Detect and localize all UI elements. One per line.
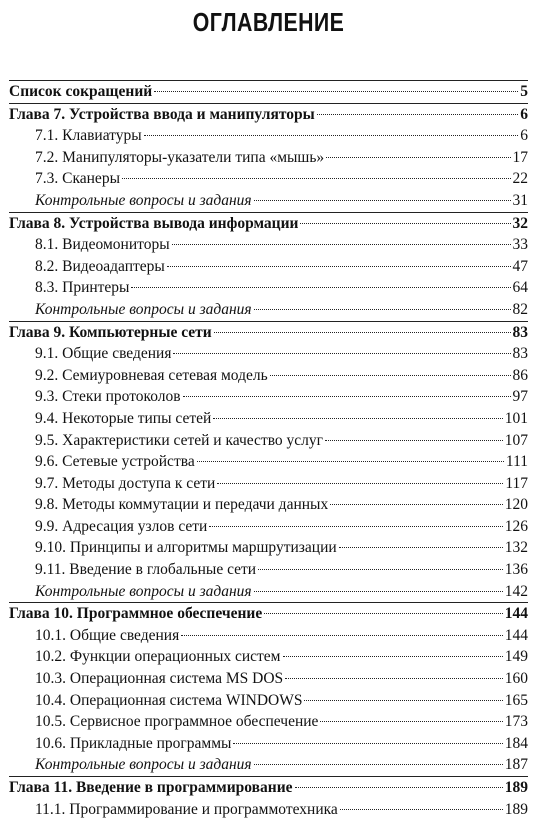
toc-questions-entry <box>9 299 528 321</box>
toc-entry-page-number: 144 <box>504 605 528 623</box>
toc-section-entry <box>9 625 528 647</box>
dot-leader <box>122 178 511 179</box>
toc-entry-page-number: 117 <box>505 474 528 492</box>
dot-leader <box>173 353 510 354</box>
toc-entry-page-number: 31 <box>512 191 528 209</box>
toc-entry-page-number: 160 <box>504 670 528 688</box>
toc-entry-page-number: 136 <box>504 561 528 579</box>
toc-chapter-entry <box>9 602 528 625</box>
toc-entry-label: 7.3. Сканеры <box>35 170 120 188</box>
toc-section-entry <box>9 451 528 473</box>
toc-entry-label: 9.6. Сетевые устройства <box>35 453 195 471</box>
toc-section-entry <box>9 799 528 820</box>
toc-entry-page-number: 6 <box>520 105 528 123</box>
dot-leader <box>330 504 503 505</box>
toc-entry-page-number: 111 <box>505 453 528 471</box>
toc-section-entry <box>9 408 528 430</box>
toc-entry-page-number: 97 <box>512 388 528 406</box>
page-title: ОГЛАВЛЕНИЕ <box>192 7 345 37</box>
toc-entry-page-number: 187 <box>504 756 528 774</box>
toc-entry-label: 9.5. Характеристики сетей и качество услуг <box>35 431 324 449</box>
toc-entry-label: Контрольные вопросы и задания <box>35 300 252 318</box>
toc-entry-label: 9.10. Принципы и алгоритмы маршрутизации <box>35 539 337 557</box>
toc-entry-label: 7.2. Манипуляторы-указатели типа «мышь» <box>35 148 325 166</box>
toc-section-entry <box>9 125 528 147</box>
toc-section-entry <box>9 343 528 365</box>
toc-entry-label: 8.2. Видеоадаптеры <box>35 257 165 275</box>
toc-entry-label: 7.1. Клавиатуры <box>35 127 142 145</box>
toc-chapter-entry <box>9 103 528 126</box>
toc-entry-page-number: 83 <box>512 323 528 341</box>
toc-section-entry <box>9 473 528 495</box>
dot-leader <box>197 461 504 462</box>
toc-section-entry <box>9 668 528 690</box>
toc-section-entry <box>9 559 528 581</box>
dot-leader <box>304 700 502 701</box>
dot-leader <box>320 721 502 722</box>
dot-leader <box>217 483 503 484</box>
toc-entry-label: 9.3. Стеки протоколов <box>35 388 181 406</box>
toc-entry-page-number: 189 <box>504 800 528 818</box>
toc-entry-label: 9.7. Методы доступа к сети <box>35 474 216 492</box>
toc-entry-label: 9.4. Некоторые типы сетей <box>35 409 212 427</box>
toc-entry-label: Глава 7. Устройства ввода и манипуляторы <box>9 105 315 123</box>
toc-entry-page-number: 17 <box>512 148 528 166</box>
dot-leader <box>209 526 502 527</box>
dot-leader <box>254 764 503 765</box>
toc-entry-label: 8.3. Принтеры <box>35 279 130 297</box>
toc-section-entry <box>9 168 528 190</box>
toc-section-entry <box>9 256 528 278</box>
toc-entry-label: Глава 9. Компьютерные сети <box>9 323 212 341</box>
dot-leader <box>258 569 503 570</box>
toc-section-entry <box>9 646 528 668</box>
toc-questions-entry <box>9 190 528 212</box>
toc-section-entry <box>9 365 528 387</box>
toc-entry-label: 10.2. Функции операционных систем <box>35 648 281 666</box>
toc-entry-label: 9.9. Адресация узлов сети <box>35 517 208 535</box>
toc-entry-label: Контрольные вопросы и задания <box>35 191 252 209</box>
toc-entry-page-number: 107 <box>504 431 528 449</box>
toc-entry-label: Глава 8. Устройства вывода информации <box>9 214 299 232</box>
toc-entry-label: Контрольные вопросы и задания <box>35 756 252 774</box>
toc-entry-page-number: 5 <box>520 83 528 100</box>
toc-section-entry <box>9 430 528 452</box>
dot-leader <box>283 656 503 657</box>
dot-leader <box>213 418 502 419</box>
dot-leader <box>233 743 502 744</box>
toc-chapter-entry <box>9 80 528 103</box>
toc-section-entry <box>9 733 528 755</box>
dot-leader <box>254 309 511 310</box>
toc-entry-page-number: 184 <box>504 734 528 752</box>
dot-leader <box>154 91 518 92</box>
toc-section-entry <box>9 494 528 516</box>
dot-leader <box>144 135 519 136</box>
dot-leader <box>300 223 510 224</box>
toc-entry-page-number: 6 <box>520 127 528 145</box>
toc-section-entry <box>9 537 528 559</box>
toc-chapter-entry <box>9 776 528 799</box>
dot-leader <box>254 200 511 201</box>
toc-entry-label: 10.1. Общие сведения <box>35 626 180 644</box>
toc-entry-page-number: 189 <box>504 779 528 796</box>
toc-entry-page-number: 32 <box>512 214 528 232</box>
toc-entry-page-number: 47 <box>512 257 528 275</box>
toc-entry-page-number: 132 <box>504 539 528 557</box>
toc-entry-page-number: 83 <box>512 345 528 363</box>
dot-leader <box>214 332 511 333</box>
toc-entry-label: 9.2. Семиуровневая сетевая модель <box>35 366 268 384</box>
toc-entry-page-number: 33 <box>512 236 528 254</box>
dot-leader <box>339 547 503 548</box>
toc-entry-label: 9.8. Методы коммутации и передачи данных <box>35 496 329 514</box>
toc-section-entry <box>9 516 528 538</box>
dot-leader <box>325 440 503 441</box>
toc-entry-page-number: 22 <box>512 170 528 188</box>
dot-leader <box>131 287 510 288</box>
toc-chapter-entry <box>9 321 528 344</box>
dot-leader <box>270 375 511 376</box>
toc-entry-page-number: 86 <box>512 366 528 384</box>
toc-entry-page-number: 142 <box>504 582 528 600</box>
toc-entry-label: 9.1. Общие сведения <box>35 345 172 363</box>
toc-entry-label: 9.11. Введение в глобальные сети <box>35 561 257 579</box>
dot-leader <box>264 613 503 614</box>
toc-entry-label: 10.5. Сервисное программное обеспечение <box>35 713 319 731</box>
toc-section-entry <box>9 277 528 299</box>
dot-leader <box>295 787 503 788</box>
toc-section-entry <box>9 147 528 169</box>
toc-section-entry <box>9 711 528 733</box>
toc-entry-page-number: 149 <box>504 648 528 666</box>
toc-entry-page-number: 126 <box>504 517 528 535</box>
toc-entry-page-number: 165 <box>504 691 528 709</box>
dot-leader <box>317 114 518 115</box>
dot-leader <box>167 266 511 267</box>
dot-leader <box>183 396 511 397</box>
toc-entry-label: 10.6. Прикладные программы <box>35 734 232 752</box>
dot-leader <box>340 809 503 810</box>
toc-entry-label: 10.4. Операционная система WINDOWS <box>35 691 303 709</box>
toc-entry-page-number: 173 <box>504 713 528 731</box>
table-of-contents <box>9 80 528 820</box>
toc-entry-label: 8.1. Видеомониторы <box>35 236 170 254</box>
toc-entry-page-number: 120 <box>504 496 528 514</box>
toc-section-entry <box>9 690 528 712</box>
dot-leader <box>285 678 503 679</box>
toc-entry-page-number: 144 <box>504 626 528 644</box>
toc-entry-label: 11.1. Программирование и программотехника <box>35 800 338 818</box>
toc-section-entry <box>9 386 528 408</box>
toc-entry-label: 10.3. Операционная система MS DOS <box>35 670 284 688</box>
toc-entry-page-number: 82 <box>512 300 528 318</box>
toc-entry-label: Глава 10. Программное обеспечение <box>9 605 263 623</box>
toc-entry-page-number: 101 <box>504 409 528 427</box>
dot-leader <box>254 591 503 592</box>
dot-leader <box>326 157 510 158</box>
dot-leader <box>172 244 511 245</box>
dot-leader <box>181 635 503 636</box>
toc-chapter-entry <box>9 212 528 235</box>
toc-entry-label: Список сокращений <box>9 83 153 100</box>
toc-section-entry <box>9 234 528 256</box>
toc-entry-page-number: 64 <box>512 279 528 297</box>
toc-entry-label: Контрольные вопросы и задания <box>35 582 252 600</box>
toc-questions-entry <box>9 581 528 603</box>
toc-entry-label: Глава 11. Введение в программирование <box>9 779 293 796</box>
toc-questions-entry <box>9 754 528 776</box>
